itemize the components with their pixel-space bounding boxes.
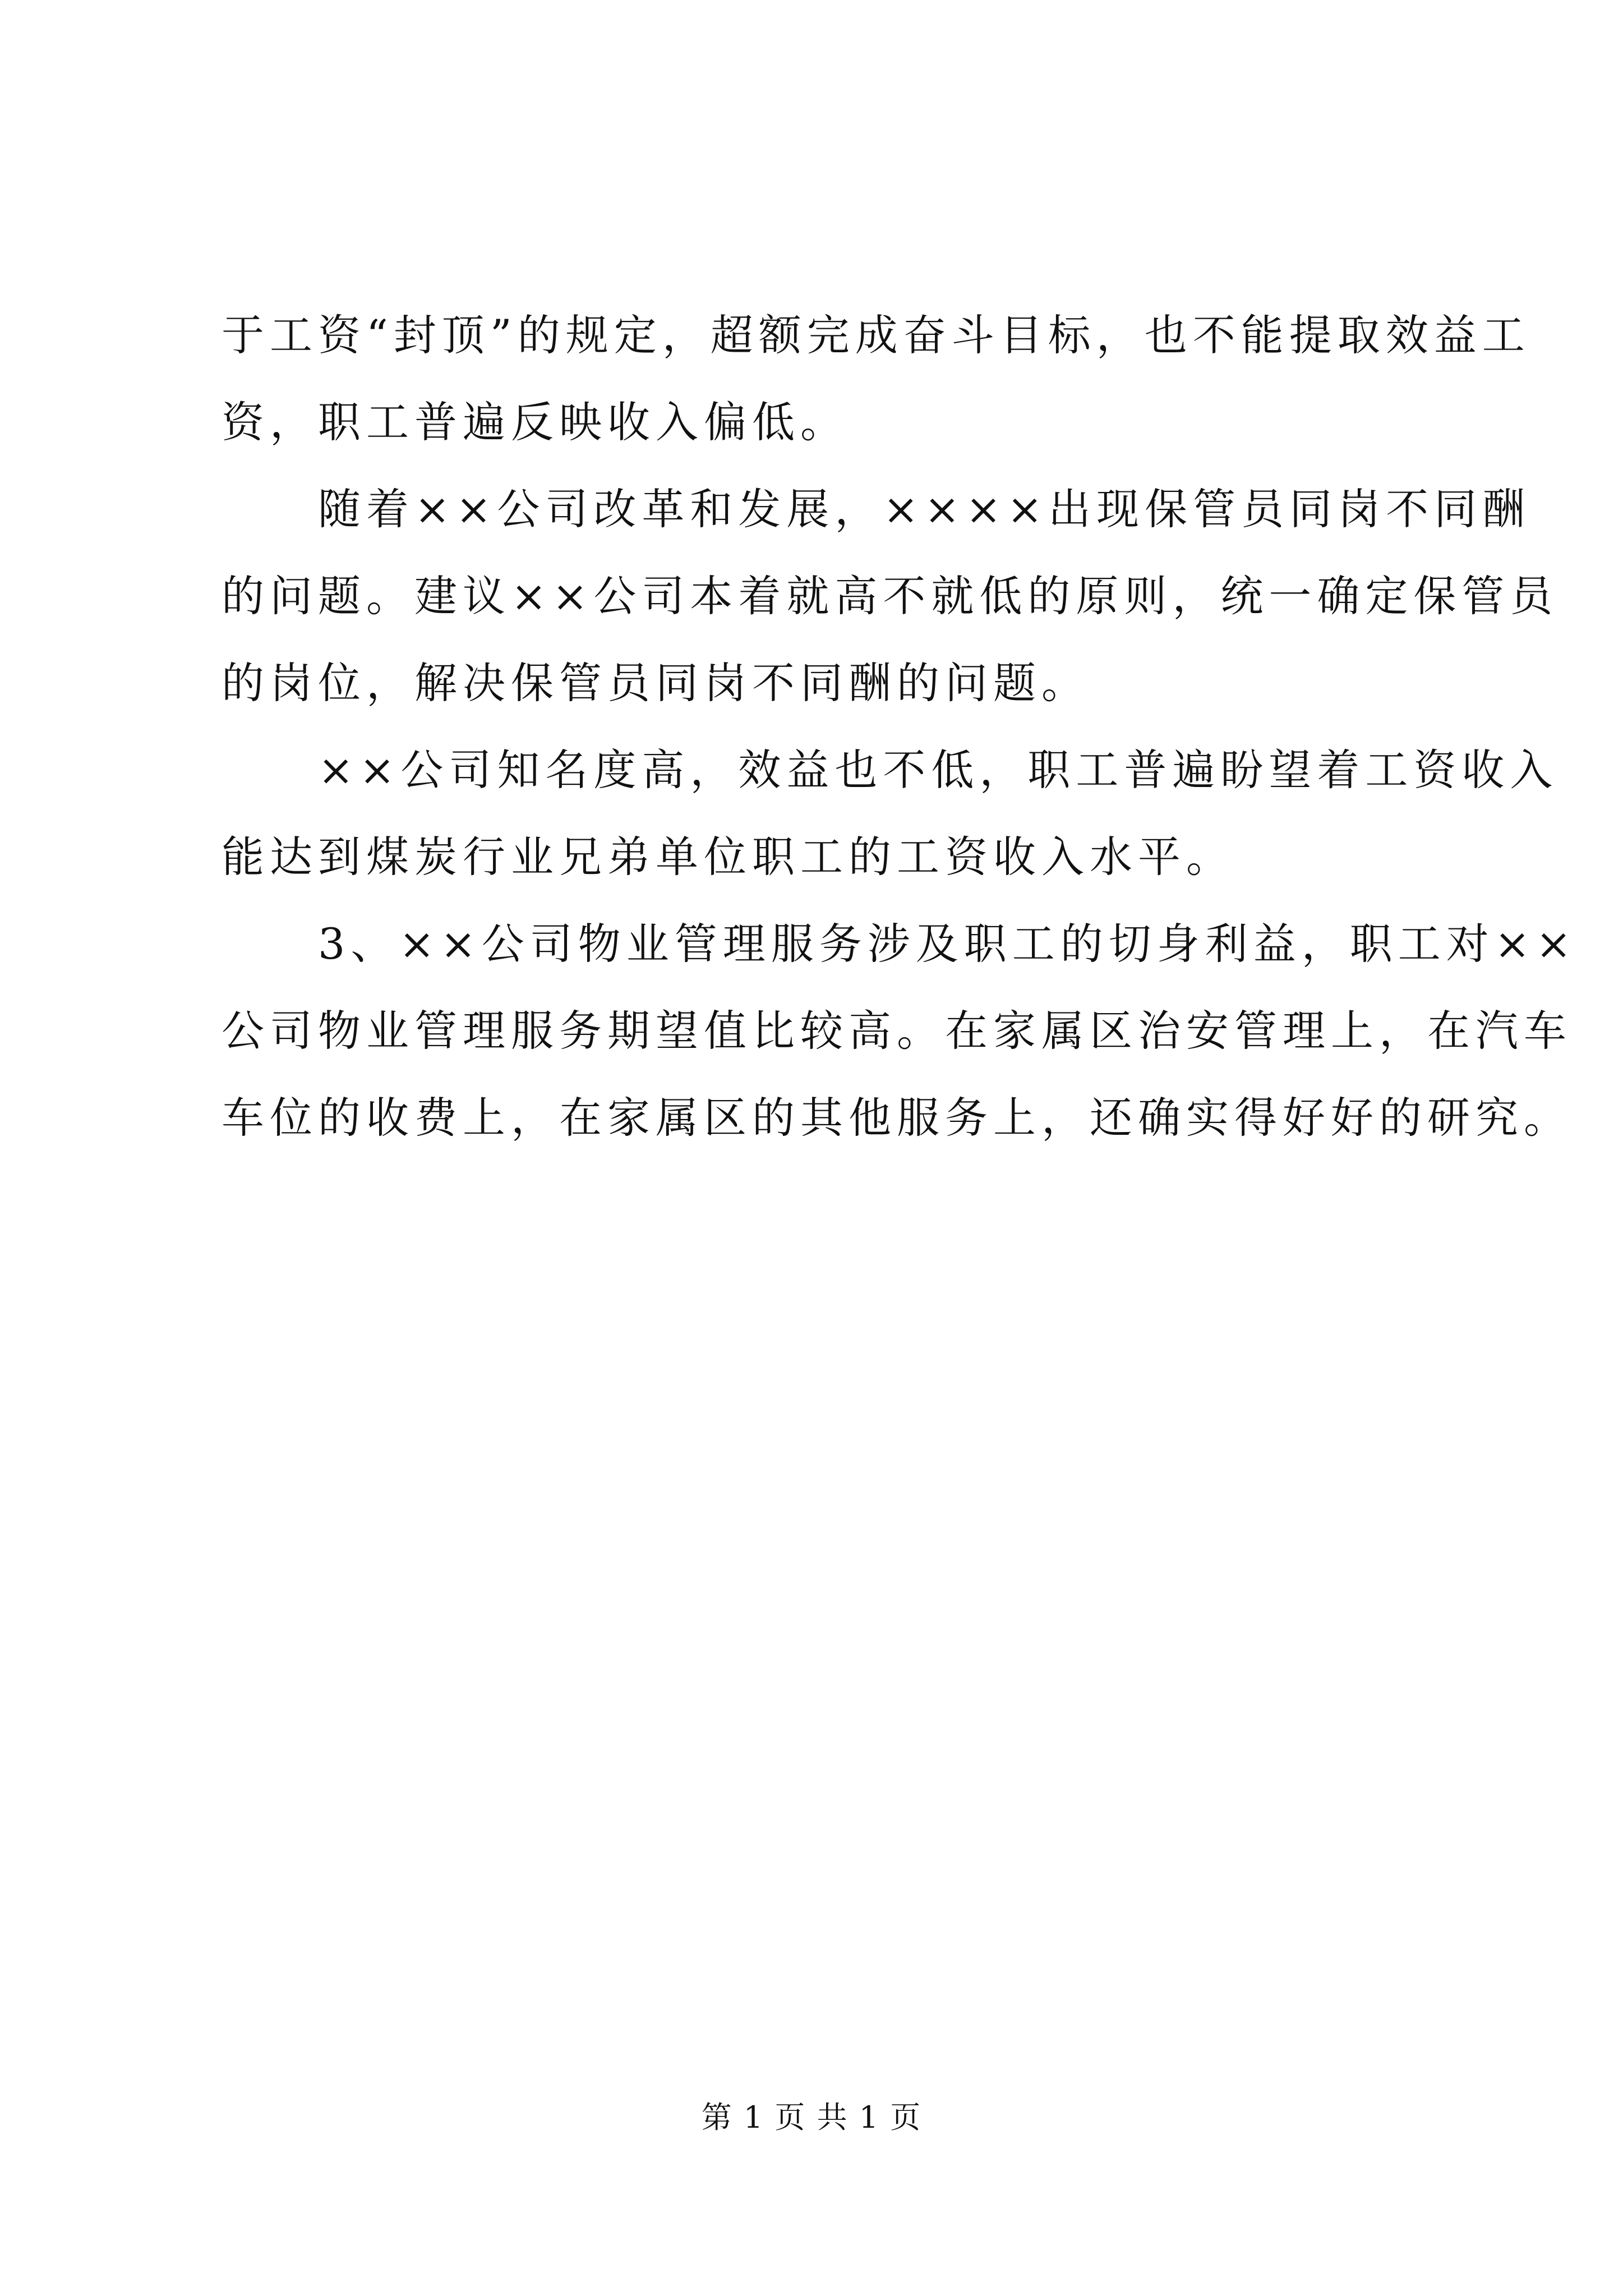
text-line: 资，职工普遍反映收入偏低。 (222, 397, 849, 447)
text-line: 公司物业管理服务期望值比较高。在家属区治安管理上，在汽车 (222, 1006, 1572, 1056)
text-line: 能达到煤炭行业兄弟单位职工的工资收入水平。 (222, 832, 1234, 882)
page-footer (0, 2098, 1623, 2137)
text-line: 车位的收费上，在家属区的其他服务上，还确实得好好的研究。 (222, 1093, 1572, 1143)
text-line: 3、××公司物业管理服务涉及职工的切身利益，职工对×× (222, 919, 1578, 969)
text-line: 的问题。建议××公司本着就高不就低的原则，统一确定保管员 (222, 571, 1559, 621)
page-number: 第 1 页 共 1 页 (701, 2100, 922, 2135)
text-line: ××公司知名度高，效益也不低，职工普遍盼望着工资收入 (222, 745, 1559, 795)
text-line: 的岗位，解决保管员同岗不同酬的问题。 (222, 658, 1090, 708)
text-line: 于工资“封顶”的规定，超额完成奋斗目标，也不能提取效益工 (222, 310, 1530, 360)
text-line: 随着××公司改革和发展，××××出现保管员同岗不同酬 (222, 484, 1531, 534)
document-body (222, 292, 1578, 1161)
